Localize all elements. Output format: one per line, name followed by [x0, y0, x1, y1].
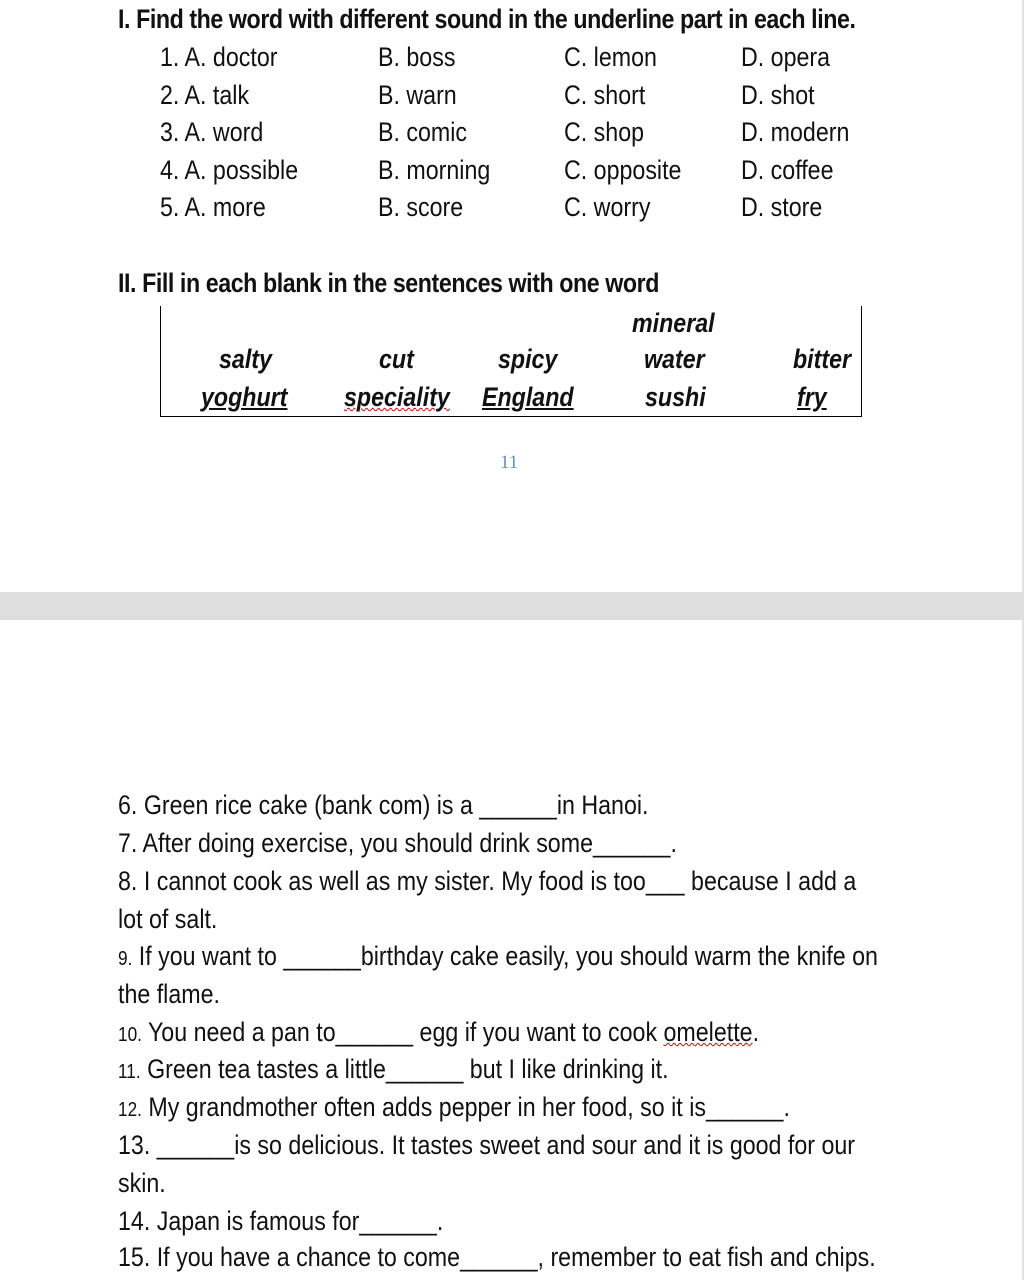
question-15: 15. If you have a chance to come______, remember to eat fish and chips.: [118, 1242, 876, 1272]
question-10: [118, 1017, 759, 1048]
question-9-text: If you want to ______birthday cake easily, you should warm the knife on: [132, 941, 878, 971]
option-d: D. coffee: [741, 155, 834, 185]
question-10-number: 10.: [118, 1024, 142, 1046]
option-c: C. shop: [564, 117, 645, 147]
word-fry: fry: [797, 382, 827, 412]
option-a: 5. A. more: [160, 192, 266, 222]
exercise-row-4: [0, 155, 1000, 193]
option-d: D. store: [741, 192, 823, 222]
question-11-text: Green tea tastes a little______ but I like drinking it.: [140, 1054, 669, 1084]
word-speciality: speciality: [344, 382, 450, 412]
word-box: [160, 306, 862, 417]
option-d: D. opera: [741, 42, 831, 72]
question-8-continued: lot of salt.: [118, 904, 218, 934]
question-10-text: You need a pan to______ egg if you want to cook: [141, 1017, 664, 1047]
question-9-continued: the flame.: [118, 979, 220, 1009]
question-12-number: 12.: [118, 1099, 142, 1121]
option-b: B. comic: [378, 117, 468, 147]
word-bitter: bitter: [793, 344, 852, 374]
word-sushi: sushi: [645, 382, 706, 412]
page-separator: [0, 592, 1024, 620]
option-c: C. lemon: [564, 42, 657, 72]
question-13: 13. ______is so delicious. It tastes sweet and sour and it is good for our: [118, 1130, 856, 1160]
option-a: 4. A. possible: [160, 155, 299, 185]
question-10-omelette: omelette: [663, 1017, 753, 1047]
option-b: B. score: [378, 192, 464, 222]
word-mineral: mineral: [632, 308, 715, 338]
option-c: C. worry: [564, 192, 651, 222]
option-d: D. modern: [741, 117, 850, 147]
worksheet-page-bottom: [0, 620, 1024, 1280]
word-salty: salty: [219, 344, 272, 374]
option-b: B. morning: [378, 155, 491, 185]
question-11: [118, 1054, 669, 1085]
option-b: B. warn: [378, 80, 457, 110]
question-12: [118, 1092, 790, 1123]
word-spicy: spicy: [498, 344, 558, 374]
question-13-continued: skin.: [118, 1168, 166, 1198]
option-c: C. short: [564, 80, 646, 110]
question-14: 14. Japan is famous for______.: [118, 1206, 444, 1236]
option-d: D. shot: [741, 80, 815, 110]
question-10-end: .: [752, 1017, 760, 1047]
question-6: 6. Green rice cake (bank com) is a ______in Hanoi.: [118, 790, 649, 820]
option-b: B. boss: [378, 42, 456, 72]
exercise-row-5: [0, 192, 1000, 230]
option-a: 1. A. doctor: [160, 42, 278, 72]
page-number: 11: [500, 452, 519, 473]
exercise-row-2: [0, 80, 1000, 118]
question-9: [118, 941, 878, 972]
question-11-number: 11.: [118, 1061, 141, 1083]
word-yoghurt: yoghurt: [201, 382, 288, 412]
option-c: C. opposite: [564, 155, 682, 185]
word-england: England: [482, 382, 574, 412]
question-8: 8. I cannot cook as well as my sister. My food is too___ because I add a: [118, 866, 857, 896]
section-1-heading: I. Find the word with different sound in the underline part in each line.: [118, 4, 856, 34]
question-9-number: 9.: [118, 948, 133, 970]
word-water: water: [644, 344, 705, 374]
option-a: 2. A. talk: [160, 80, 250, 110]
worksheet-page-top: [0, 0, 1024, 592]
exercise-row-1: [0, 42, 1000, 80]
exercise-row-3: [0, 117, 1000, 155]
option-a: 3. A. word: [160, 117, 264, 147]
section-2-heading: II. Fill in each blank in the sentences with one word: [118, 268, 660, 298]
question-12-text: My grandmother often adds pepper in her food, so it is______.: [141, 1092, 790, 1122]
word-cut: cut: [379, 344, 414, 374]
question-7: 7. After doing exercise, you should drink some______.: [118, 828, 677, 858]
